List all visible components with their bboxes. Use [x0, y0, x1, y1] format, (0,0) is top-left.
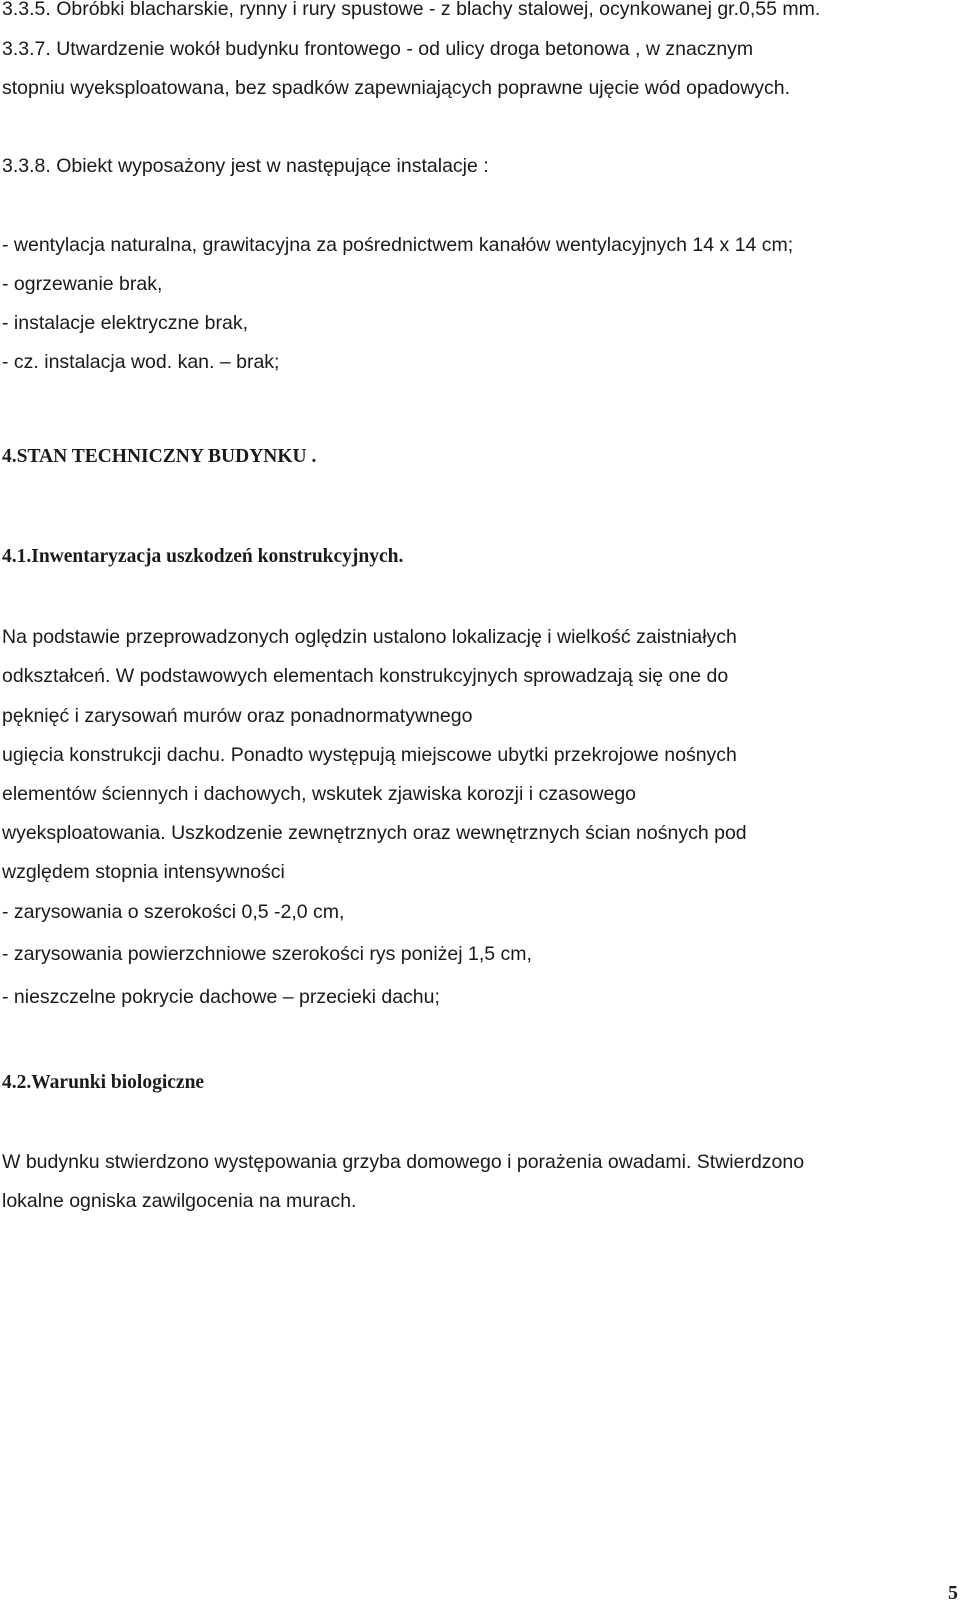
paragraph-line: odkształceń. W podstawowych elementach konstrukcyjnych sprowadzają się one do	[2, 665, 729, 687]
heading-stan-techniczny: 4.STAN TECHNICZNY BUDYNKU .	[2, 446, 317, 467]
section-3-3-5: 3.3.5. Obróbki blacharskie, rynny i rury spustowe - z blachy stalowej, ocynkowanej gr.0,55 mm.	[2, 0, 821, 20]
paragraph-line: pęknięć i zarysowań murów oraz ponadnormatywnego	[2, 705, 473, 727]
paragraph-line: elementów ściennych i dachowych, wskutek zjawiska korozji i czasowego	[2, 783, 637, 805]
installation-item: - instalacje elektryczne brak,	[2, 312, 249, 334]
section-3-3-8: 3.3.8. Obiekt wyposażony jest w następujące instalacje :	[2, 155, 489, 177]
damage-item: - nieszczelne pokrycie dachowe – przecieki dachu;	[2, 986, 440, 1008]
damage-item: - zarysowania powierzchniowe szerokości rys poniżej 1,5 cm,	[2, 943, 532, 965]
paragraph-line: względem stopnia intensywności	[2, 861, 285, 883]
damage-item: - zarysowania o szerokości 0,5 -2,0 cm,	[2, 901, 345, 923]
installation-item: - cz. instalacja wod. kan. – brak;	[2, 351, 280, 373]
paragraph-line: ugięcia konstrukcji dachu. Ponadto występują miejscowe ubytki przekrojowe nośnych	[2, 744, 737, 766]
section-3-3-7-line2: stopniu wyeksploatowana, bez spadków zapewniających poprawne ujęcie wód opadowych.	[2, 77, 791, 99]
heading-inwentaryzacja: 4.1.Inwentaryzacja uszkodzeń konstrukcyjnych.	[2, 546, 404, 567]
installation-item: - ogrzewanie brak,	[2, 273, 163, 295]
paragraph-line: Na podstawie przeprowadzonych oględzin ustalono lokalizację i wielkość zaistniałych	[2, 626, 737, 648]
paragraph-line: W budynku stwierdzono występowania grzyba domowego i porażenia owadami. Stwierdzono	[2, 1151, 805, 1173]
section-3-3-7-line1: 3.3.7. Utwardzenie wokół budynku frontowego - od ulicy droga betonowa , w znacznym	[2, 38, 754, 60]
heading-warunki-biologiczne: 4.2.Warunki biologiczne	[2, 1072, 205, 1093]
paragraph-line: wyeksploatowania. Uszkodzenie zewnętrznych oraz wewnętrznych ścian nośnych pod	[2, 822, 747, 844]
installation-item: - wentylacja naturalna, grawitacyjna za pośrednictwem kanałów wentylacyjnych 14 x 14 cm;	[2, 234, 794, 256]
paragraph-line: lokalne ogniska zawilgocenia na murach.	[2, 1190, 357, 1212]
page-number: 5	[948, 1582, 958, 1604]
